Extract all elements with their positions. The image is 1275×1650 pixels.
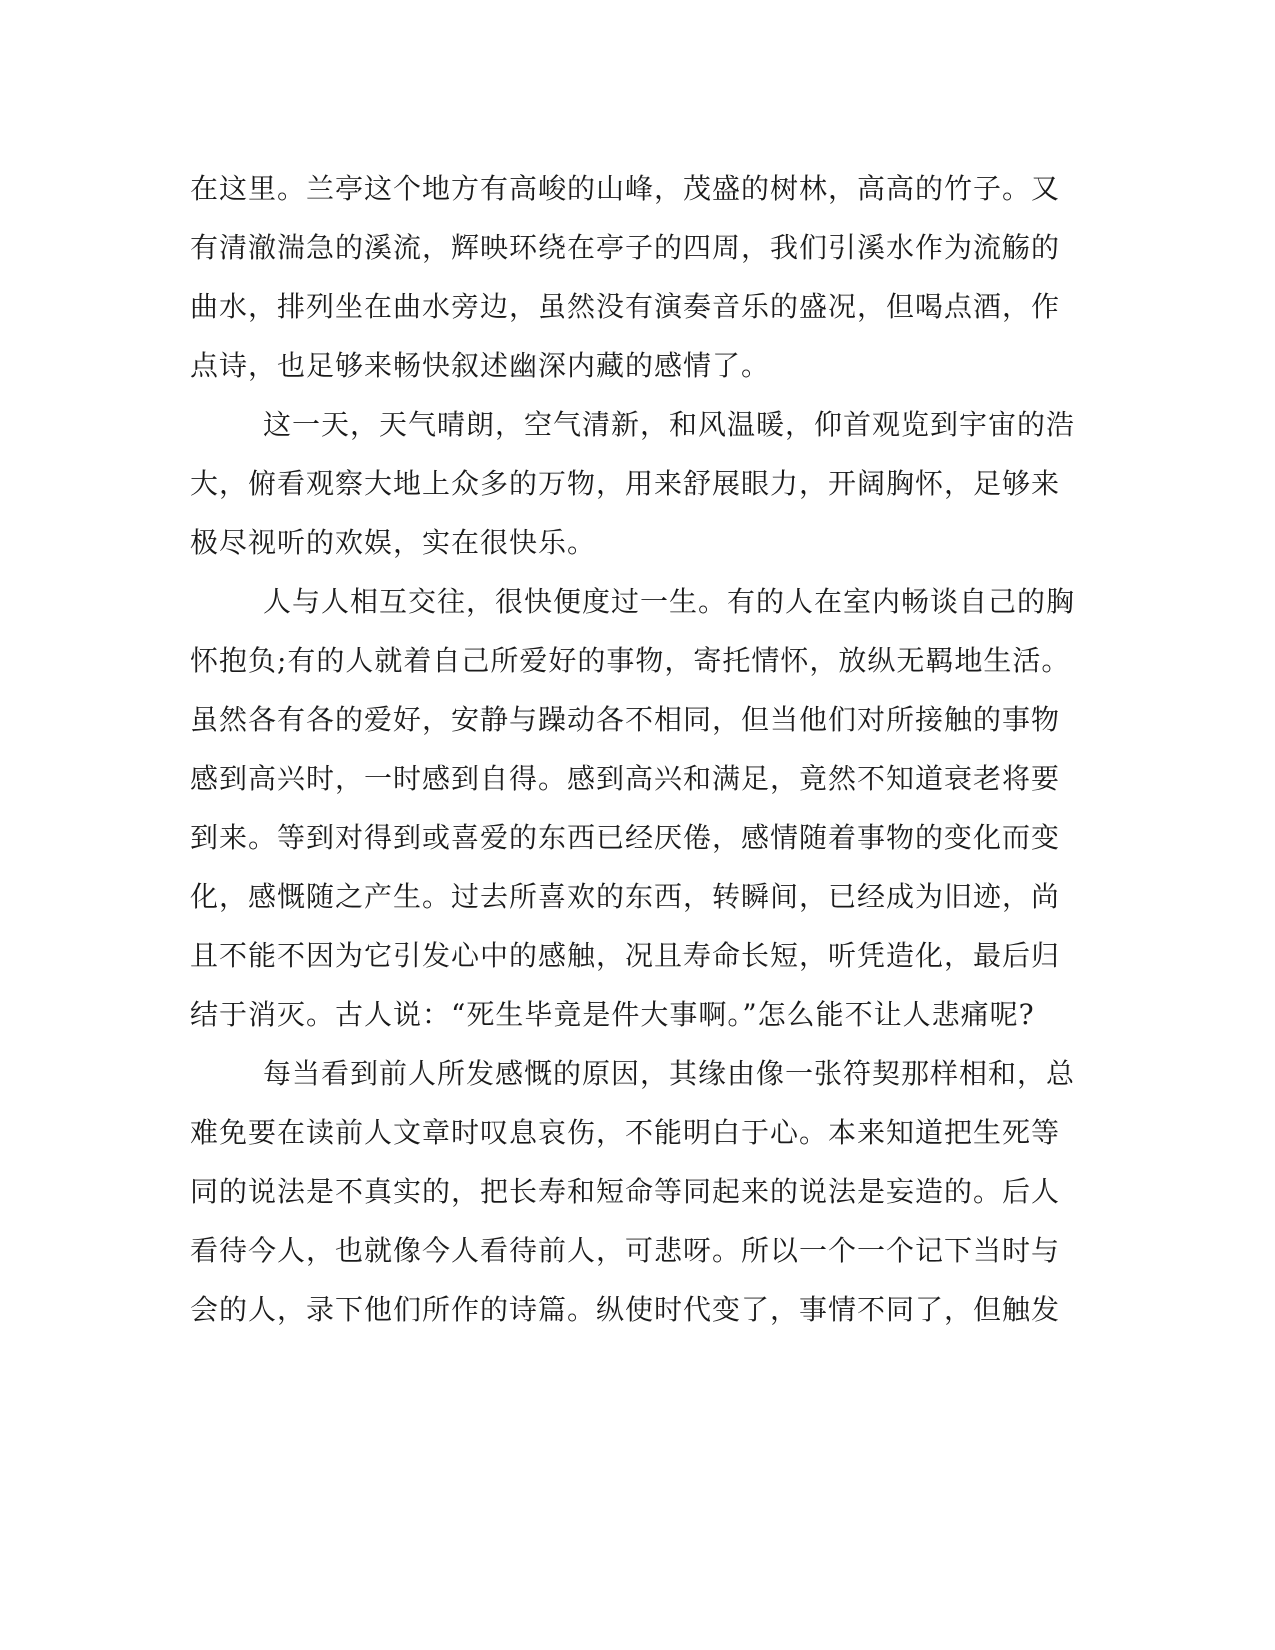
paragraph-1-line-3: 曲水，排列坐在曲水旁边，虽然没有演奏音乐的盛况，但喝点酒，作 (190, 290, 1061, 323)
paragraph-3-line-6: 化，感慨随之产生。过去所喜欢的东西，转瞬间，已经成为旧迹，尚 (190, 880, 1061, 913)
paragraph-2-line-2: 大，俯看观察大地上众多的万物，用来舒展眼力，开阔胸怀，足够来 (190, 467, 1061, 500)
paragraph-4-line-2: 难免要在读前人文章时叹息哀伤，不能明白于心。本来知道把生死等 (190, 1116, 1061, 1149)
paragraph-2-line-3: 极尽视听的欢娱，实在很快乐。 (190, 526, 597, 559)
paragraph-1-line-4: 点诗，也足够来畅快叙述幽深内藏的感情了。 (190, 349, 771, 382)
paragraph-3-line-4: 感到高兴时，一时感到自得。感到高兴和满足，竟然不知道衰老将要 (190, 762, 1061, 795)
paragraph-3-line-7: 且不能不因为它引发心中的感触，况且寿命长短，听凭造化，最后归 (190, 939, 1061, 972)
paragraph-4-line-1: 每当看到前人所发感慨的原因，其缘由像一张符契那样相和，总 (263, 1057, 1076, 1090)
paragraph-1-line-2: 有清澈湍急的溪流，辉映环绕在亭子的四周，我们引溪水作为流觞的 (190, 231, 1061, 264)
paragraph-2-line-1: 这一天，天气晴朗，空气清新，和风温暖，仰首观览到宇宙的浩 (263, 408, 1076, 441)
paragraph-3-line-8: 结于消灭。古人说：“死生毕竟是件大事啊。”怎么能不让人悲痛呢? (190, 998, 1035, 1031)
paragraph-3-line-5: 到来。等到对得到或喜爱的东西已经厌倦，感情随着事物的变化而变 (190, 821, 1061, 854)
paragraph-4-line-3: 同的说法是不真实的，把长寿和短命等同起来的说法是妄造的。后人 (190, 1175, 1061, 1208)
paragraph-3-line-1: 人与人相互交往，很快便度过一生。有的人在室内畅谈自己的胸 (263, 585, 1076, 618)
paragraph-3-line-2: 怀抱负;有的人就着自己所爱好的事物，寄托情怀，放纵无羁地生活。 (190, 644, 1071, 677)
paragraph-4-line-5: 会的人，录下他们所作的诗篇。纵使时代变了，事情不同了，但触发 (190, 1293, 1061, 1326)
paragraph-4-line-4: 看待今人，也就像今人看待前人，可悲呀。所以一个一个记下当时与 (190, 1234, 1061, 1267)
paragraph-1-line-1: 在这里。兰亭这个地方有高峻的山峰，茂盛的树林，高高的竹子。又 (190, 172, 1061, 205)
paragraph-3-line-3: 虽然各有各的爱好，安静与躁动各不相同，但当他们对所接触的事物 (190, 703, 1061, 736)
